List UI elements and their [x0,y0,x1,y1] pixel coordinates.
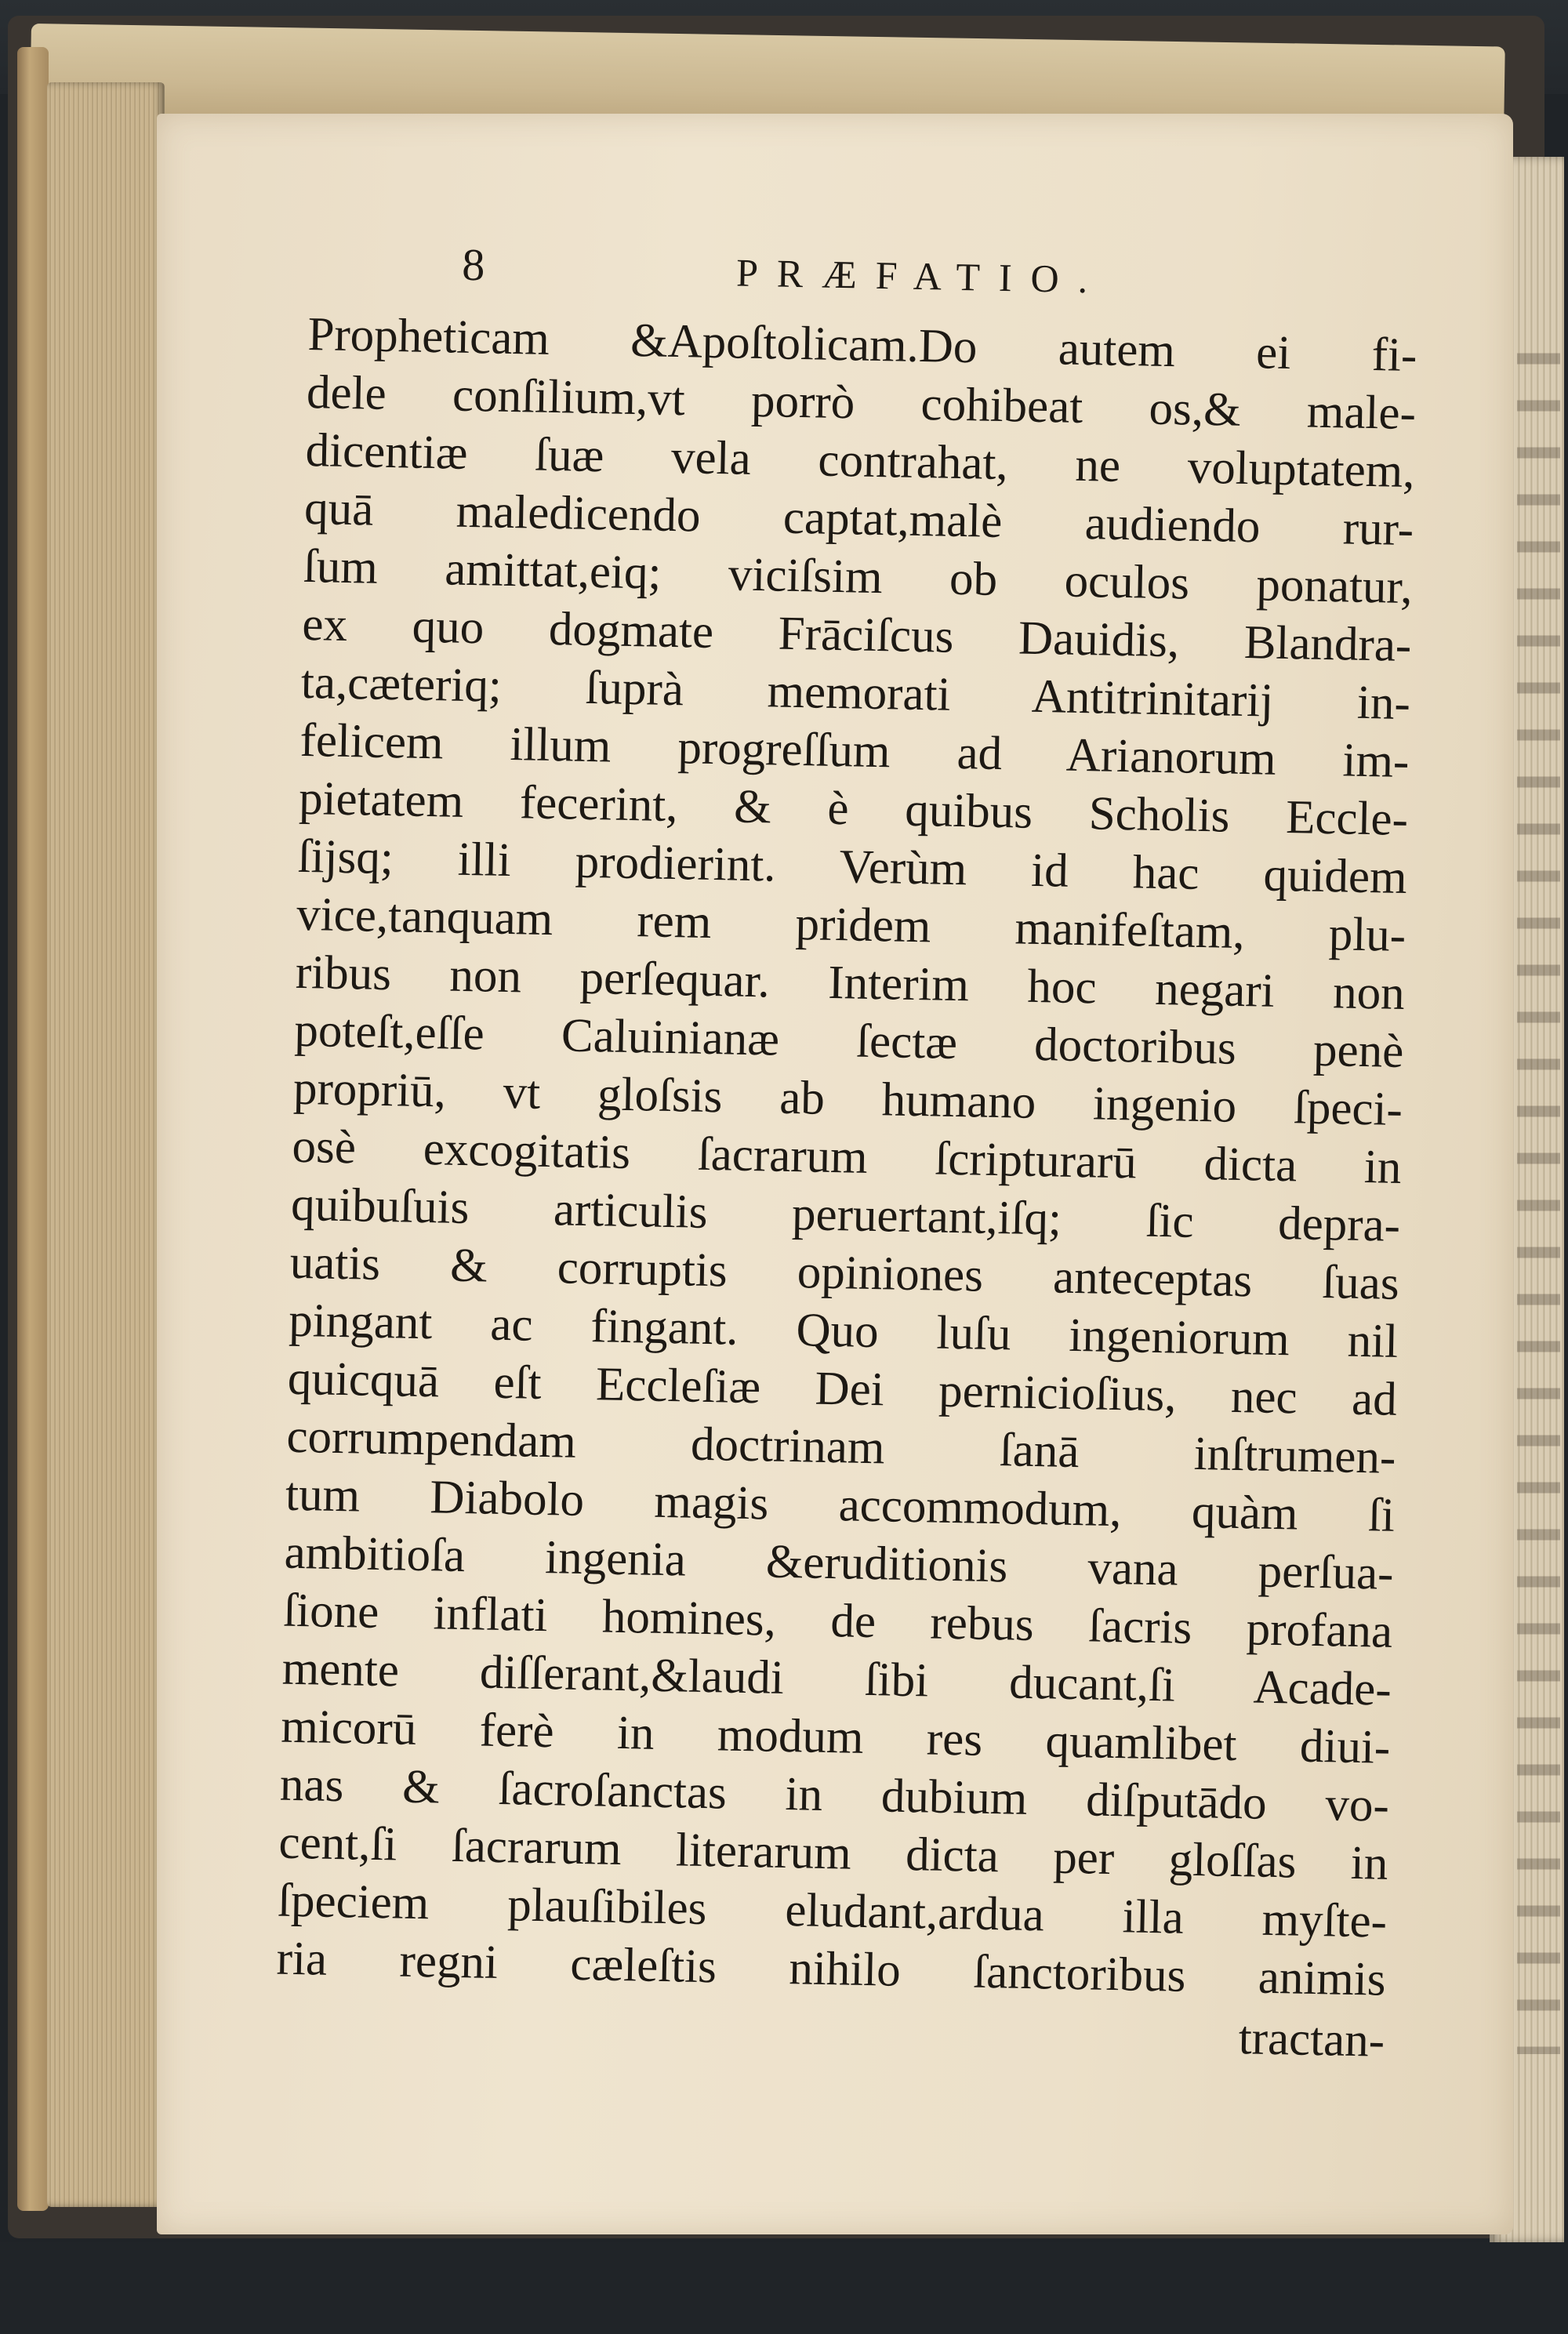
text-line: ſum amittat,eiq; viciſsim ob oculos ponatur, [303,539,1414,615]
page-edges-left [47,82,165,2207]
text-line: poteſt,eſſe Caluinianæ ſectæ doctoribus penè [293,1004,1404,1078]
running-head: PRÆFATIO. [735,250,1107,302]
text-line: quā maledicendo captat,malè audiendo rur- [303,481,1414,557]
book-spine [17,47,49,2211]
text-line: ſione inflati homines, de rebus ſacris profana [282,1584,1393,1658]
text-line: ex quo dogmate Frāciſcus Dauidis, Blandra- [301,597,1412,673]
text-line: Propheticam &Apoſtolicam.Do autem ei fi- [307,307,1417,383]
page-text-block [275,235,1415,2071]
text-line: ſpeciem plauſibiles eludant,ardua illa myſte- [277,1874,1388,1948]
text-line: dele conſilium,vt porrò cohibeat os,& male- [306,365,1417,441]
text-line: ria regni cæleſtis nihilo ſanctoribus animis [276,1932,1387,2006]
text-line: ta,cæteriq; ſuprà memorati Antitrinitarij in- [300,655,1411,731]
text-line: osè excogitatis ſacrarum ſcripturarū dicta in [292,1120,1403,1194]
catchword: tractan- [1238,2012,1385,2067]
text-line: pingant ac fingant. Quo luſu ingeniorum nil [288,1294,1399,1368]
text-line: ribus non perſequar. Interim hoc negari non [295,946,1406,1020]
text-line: cent,ſi ſacrarum literarum dicta per gloſſas in [278,1816,1389,1890]
facing-page-text-shadow [1517,329,1560,2054]
text-line: corrumpendam doctrinam ſanā inſtrumen- [285,1410,1396,1484]
text-line: tum Diabolo magis accommodum, quàm ſi [285,1468,1396,1542]
text-line: propriū, vt gloſsis ab humano ingenio ſpeci- [292,1062,1403,1136]
text-line: micorū ferè in modum res quamlibet diui- [280,1700,1391,1774]
text-line: mente diſſerant,&laudi ſibi ducant,ſi Acade- [281,1642,1392,1716]
text-line: pietatem fecerint, & è quibus Scholis Eccle- [298,771,1409,847]
text-line: uatis & corruptis opiniones anteceptas ſuas [289,1236,1400,1310]
text-line: vice,tanquam rem pridem manifeſtam, plu- [296,888,1406,962]
text-line: nas & ſacroſanctas in dubium diſputādo vo- [279,1758,1390,1832]
text-line: dicentiæ ſuæ vela contrahat, ne voluptatem, [305,423,1416,499]
page-number: 8 [461,238,485,291]
text-line: quibuſuis articulis peruertant,iſq; ſic depra- [290,1178,1401,1252]
background-bottom [0,2242,1568,2334]
text-line: ambitioſa ingenia &eruditionis vana perſua- [284,1526,1395,1600]
text-line: quicquā eſt Eccleſiæ Dei pernicioſius, nec ad [287,1352,1398,1426]
text-line: felicem illum progreſſum ad Arianorum im- [299,713,1410,789]
text-line: ſijsq; illi prodierint. Verùm id hac quidem [297,829,1408,905]
